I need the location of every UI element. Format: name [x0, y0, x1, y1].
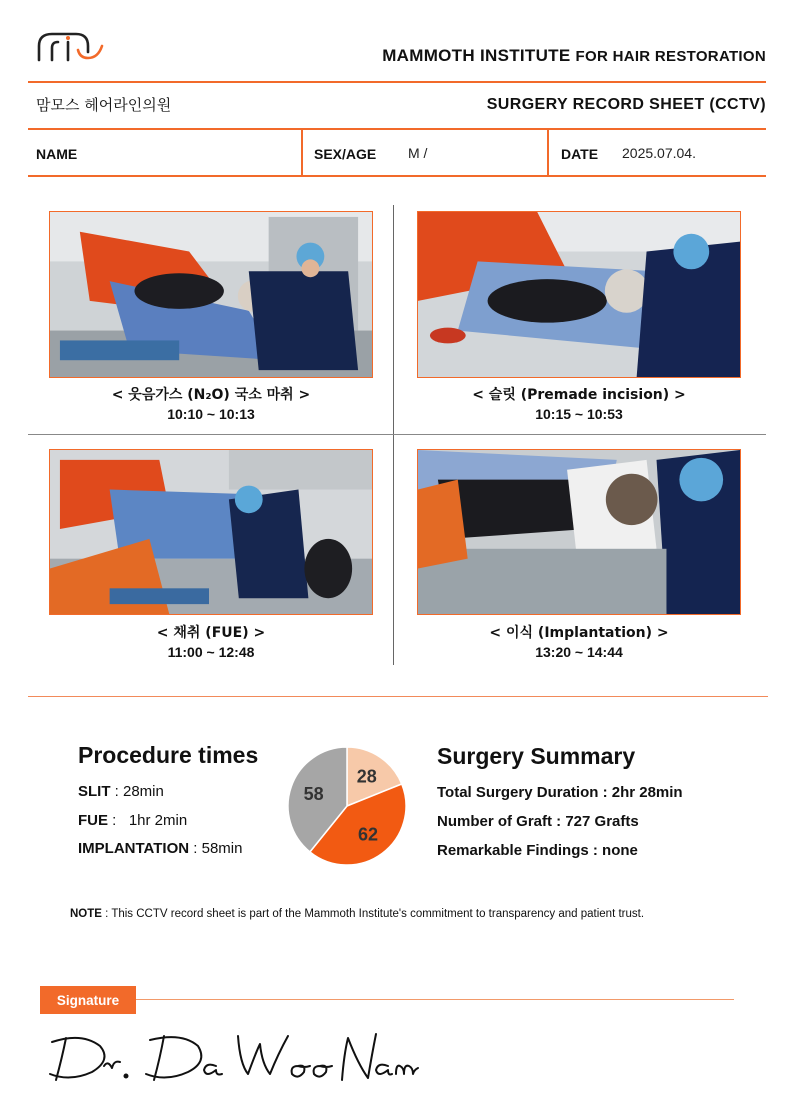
date-label: DATE: [561, 146, 599, 162]
pie-slice-label: 62: [358, 824, 379, 845]
caption-title: < 웃음가스 (N₂O) 국소 마취 >: [111, 387, 311, 403]
date-value: 2025.07.04.: [622, 145, 696, 161]
summary-grafts: Number of Graft : 727 Grafts: [437, 813, 639, 830]
pie-slice-label: 58: [303, 784, 324, 805]
divider: [28, 175, 766, 177]
caption-time: 10:10 ~ 10:13: [167, 406, 255, 422]
field-separator: [301, 130, 303, 176]
caption-time: 11:00 ~ 12:48: [167, 644, 255, 660]
photo-caption: [49, 624, 373, 662]
signature-line: [136, 999, 734, 1000]
sex-age-value: M /: [408, 145, 428, 161]
divider: [28, 81, 766, 83]
cctv-photo-anesthesia: [49, 211, 373, 378]
procedure-title: Procedure times: [78, 742, 259, 768]
caption-title: < 채취 (FUE) >: [156, 625, 266, 641]
procedure-row-slit: SLIT : 28min: [78, 783, 164, 800]
procedure-row-fue: FUE : 1hr 2min: [78, 812, 188, 829]
signature-label: Signature: [40, 986, 136, 1014]
photo-caption: [417, 624, 741, 662]
cctv-photo-slit: [417, 211, 741, 378]
photo-caption: [417, 386, 741, 424]
procedure-pie-chart: [286, 745, 408, 867]
cctv-photo-implantation: [417, 449, 741, 615]
sheet-title: SURGERY RECORD SHEET (CCTV): [486, 96, 766, 113]
grid-vertical-divider: [393, 205, 394, 665]
divider: [28, 696, 768, 697]
caption-title: < 슬릿 (Premade incision) >: [472, 387, 686, 403]
caption-time: 10:15 ~ 10:53: [535, 406, 623, 422]
clinic-korean-name: 맘모스 헤어라인의원: [36, 96, 172, 114]
summary-title: Surgery Summary: [437, 743, 636, 769]
photo-caption: [49, 386, 373, 424]
procedure-row-implantation: IMPLANTATION : 58min: [78, 840, 243, 857]
pie-slice-label: 28: [356, 766, 377, 787]
note: NOTE : This CCTV record sheet is part of the Mammoth Institute's commitment to transparency and patient trust.: [70, 908, 645, 920]
handwritten-signature: [42, 1024, 422, 1084]
summary-findings: Remarkable Findings : none: [437, 842, 638, 859]
name-label: NAME: [36, 146, 78, 162]
caption-time: 13:20 ~ 14:44: [535, 644, 623, 660]
cctv-photo-fue: [49, 449, 373, 615]
sex-age-label: SEX/AGE: [314, 146, 377, 162]
field-separator: [547, 130, 549, 176]
divider: [28, 128, 766, 130]
summary-duration: Total Surgery Duration : 2hr 28min: [437, 784, 683, 801]
mammoth-logo: [36, 28, 106, 64]
institute-name: MAMMOTH INSTITUTE FOR HAIR RESTORATION: [382, 46, 766, 65]
grid-horizontal-divider: [28, 434, 766, 435]
caption-title: < 이식 (Implantation) >: [489, 625, 669, 641]
